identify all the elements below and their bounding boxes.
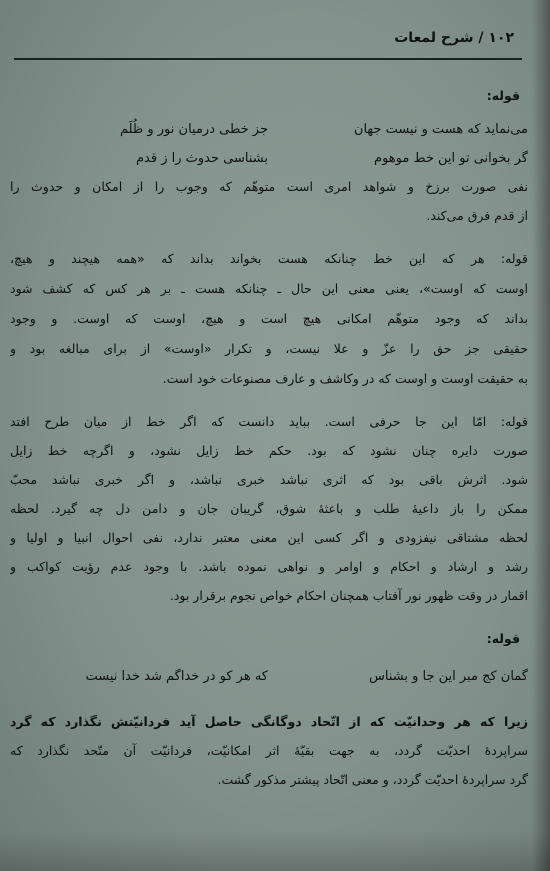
running-header: ۱۰۲ / شرح لمعات bbox=[394, 30, 514, 46]
text-line: شود. اثرش باقی بود که اثری نباشد خبری نباشد، و اگر خبری نباشد محبّ bbox=[10, 472, 528, 487]
header-rule bbox=[14, 58, 522, 60]
text-line: حقیقی جز حق را عزّ و علا نیست، و تکرار «اوست» از برای مبالغه بود و bbox=[10, 341, 528, 356]
page-edge-shadow bbox=[532, 0, 550, 871]
text-line: از قدم فرق می‌کند. bbox=[426, 208, 528, 223]
text-line: ممکن را باز داعیهٔ طلب و باعثهٔ شوق، گریبان جان و دامن دل چه گیرد. لحظه bbox=[10, 501, 528, 516]
verse-hemistich: گمان کج مبر این جا و بشناس bbox=[368, 669, 528, 684]
verse-hemistich: که هر کو در خداگم شد خدا نیست bbox=[85, 669, 268, 684]
text-line: قوله: هر که این خط چنانکه هست بخواند بداند که «همه هیچند و هیچ، bbox=[10, 251, 528, 266]
section-label: قوله: bbox=[486, 88, 520, 103]
text-line: صورت دایره چنان نشود که بود. حکم خط زایل نشود، و اگرچه خط زایل bbox=[10, 443, 528, 458]
text-line: بداند که وجود متوهّم امکانی هیچ است و هیچ، اوست که اوست. و وجود bbox=[10, 311, 528, 326]
section-label: قوله: bbox=[486, 631, 520, 646]
verse-hemistich: جز خطی درمیان نور و ظُلَم bbox=[119, 122, 268, 137]
text-line: لحظه مشتاقی نیفزودی و اگر کسی این معنی معتبر ندارد، نفی احوال انبیا و اولیا و bbox=[10, 530, 528, 545]
verse-hemistich: گر بخوانی تو این خط موهوم bbox=[374, 151, 528, 166]
text-line: نفی صورت برزخ و شواهد امری است متوهّم که وجوب را از امکان و حدوث را bbox=[10, 179, 528, 194]
text-line: اوست که اوست»، یعنی معنی این حال ـ چنانکه هست ـ بر هر کس که کشف شود bbox=[10, 281, 528, 296]
page-bottom-shadow bbox=[0, 831, 550, 871]
text-line: سراپردهٔ احدیّت گردد، به جهت بقیّهٔ اثر امکانیّت، فردانیّت آن متّحد نگذارد که bbox=[10, 743, 528, 758]
text-line: به حقیقت اوست و اوست که در وکاشف و عارف مصنوعات خود است. bbox=[162, 371, 528, 386]
verse-hemistich: می‌نماید که هست و نیست جهان bbox=[353, 122, 528, 137]
text-line: زیرا که هر وحدانیّت که از اتّحاد دوگانگی حاصل آید فردانیّتش نگذارد که گرد bbox=[10, 714, 528, 729]
text-line: گرد سراپردهٔ احدیّت گردد، و معنی اتّحاد پیشتر مذکور گشت. bbox=[217, 772, 528, 787]
text-line: اقمار در وقت ظهور نور آفتاب همچنان احکام خواص نجوم برقرار بود. bbox=[169, 588, 528, 603]
text-line: قوله: امّا این جا حرفی است. بباید دانست که اگر خط از میان طرح افتد bbox=[10, 414, 528, 429]
text-line: رشد و ارشاد و احکام و اوامر و نواهی نموده باشد. با وجود عدم رؤیت کواکب و bbox=[10, 559, 528, 574]
verse-hemistich: بشناسی حدوث را ز قدم bbox=[136, 151, 268, 166]
